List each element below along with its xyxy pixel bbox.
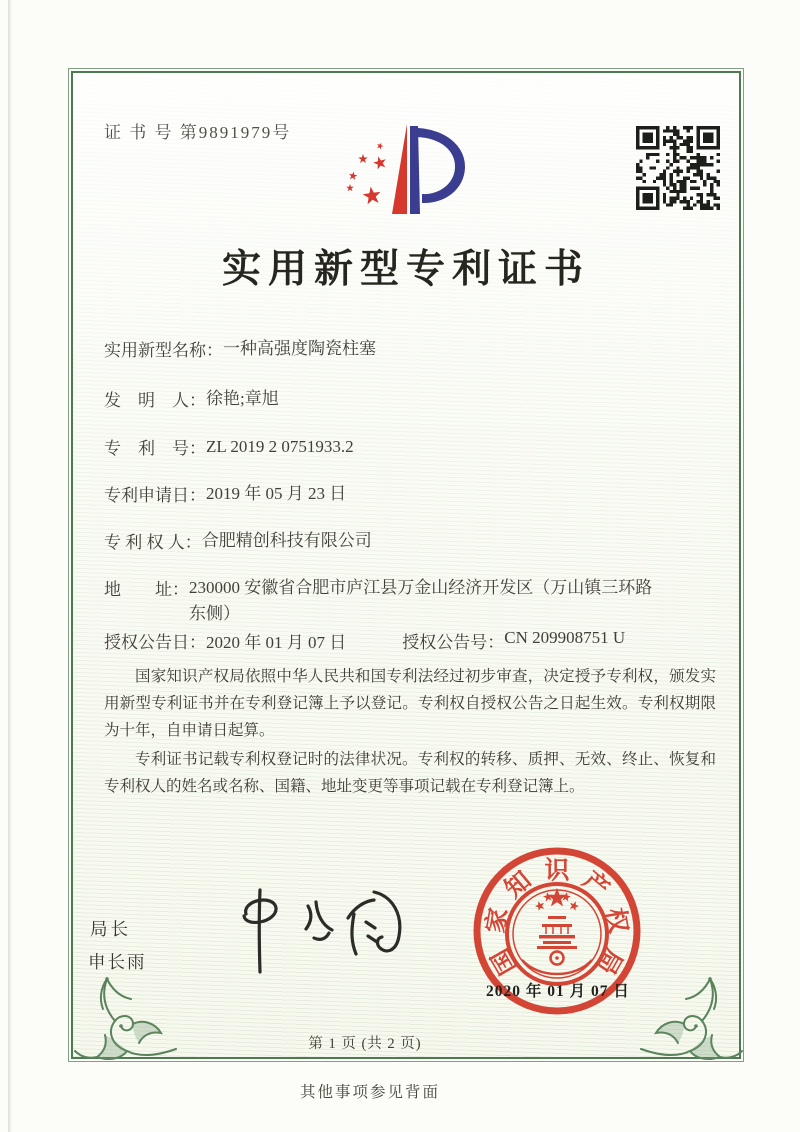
svg-text:局: 局 [591,943,627,979]
commissioner-name: 申长雨 [88,952,147,972]
field-inventors [104,386,704,412]
field-label: 专利申请日： [104,486,206,505]
field-label: 地 址： [104,580,189,599]
field-value: 合肥精创科技有限公司 [201,531,372,550]
field-value: 2019 年 05 月 23 日 [206,484,347,503]
grant-date-label: 授权公告日： [104,633,206,652]
grant-number-label: 授权公告号： [402,633,505,652]
certificate-title: 实用新型专利证书 [221,248,590,291]
legal-paragraph-1: 国家知识产权局依照中华人民共和国专利法经过初步审查，决定授予专利权，颁发实用新型专利证书并在专利登记簿上予以登记。专利权自授权公告之日起生效。专利权期限为十年，自申请日起算。 [104,668,716,739]
field-value: ZL 2019 2 0751933.2 [206,437,354,456]
grant-date-value: 2020 年 01 月 07 日 [206,633,347,652]
cnipa-logo-icon [344,118,472,222]
handwritten-signature-icon [222,880,417,980]
page-number: 第 1 页 (共 2 页) [308,1036,422,1052]
field-label: 专 利 号： [104,439,206,458]
field-value: 一种高强度陶瓷柱塞 [223,339,376,358]
field-label: 专 利 权 人： [104,533,202,552]
field-patentee [104,528,704,554]
logo-blue-bowl [417,128,465,203]
logo-red-wedge [392,124,407,214]
svg-text:家: 家 [482,905,514,936]
legal-paragraph-2: 专利证书记载专利权登记时的法律状况。专利权的转移、质押、无效、终止、恢复和专利权人的姓名或名称、国籍、地址变更等事项记载在专利登记簿上。 [104,750,716,795]
logo-stars [346,142,387,205]
svg-text:国: 国 [487,943,523,979]
svg-text:权: 权 [600,905,632,936]
svg-text:知: 知 [500,866,537,904]
seal-national-emblem [507,884,607,984]
svg-text:识: 识 [544,857,570,885]
qr-code-icon [636,126,720,210]
field-patent-number [104,434,704,460]
field-utility-model-name [104,336,704,362]
field-label: 发 明 人： [104,391,206,410]
field-application-date [104,481,704,507]
back-side-note: 其他事项参见背面 [299,1084,440,1101]
field-label: 实用新型名称： [104,341,223,360]
legal-paragraphs [104,664,716,803]
grant-number-value: CN 209908751 U [504,628,626,647]
field-address [104,575,704,628]
certificate-number: 证 书 号 第9891979号 [104,123,292,142]
commissioner-title: 局长 [90,919,131,939]
logo-blue-bar [410,126,420,214]
svg-text:产: 产 [577,866,614,904]
field-value: 230000 安徽省合肥市庐江县万金山经济开发区（万山镇三环路东侧） [189,578,653,624]
grant-row [104,628,724,653]
corner-flourish-icon [71,971,177,1063]
field-value: 徐艳;章旭 [206,389,279,408]
seal-date: 2020 年 01 月 07 日 [486,983,630,1000]
